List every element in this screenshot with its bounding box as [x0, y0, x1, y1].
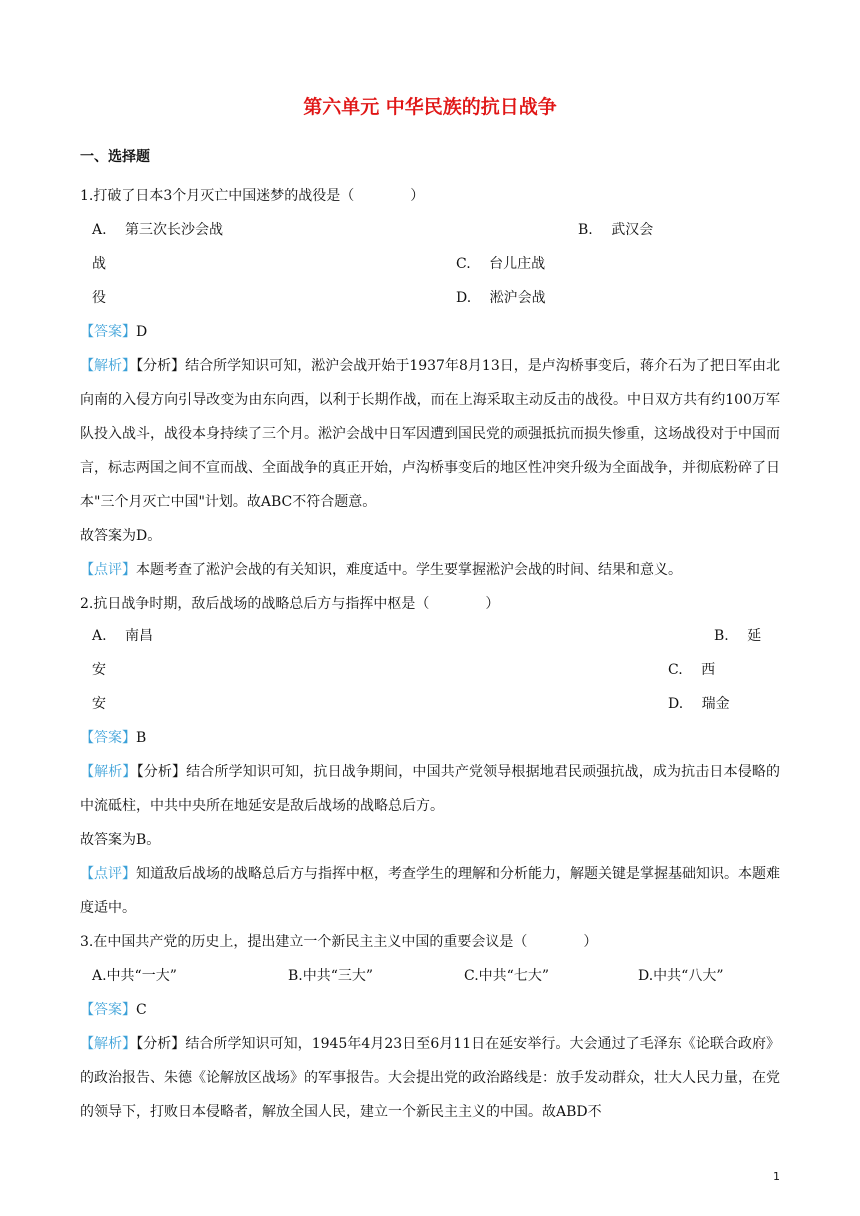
analysis-tag: 【解析】 — [80, 764, 137, 780]
q2-option-c-wrap: 安 — [92, 696, 106, 712]
q2-option-d: D. 瑞金 — [668, 696, 730, 712]
page-title: 第六单元 中华民族的抗日战争 — [303, 96, 557, 118]
q2-stem: 2.抗日战争时期，敌后战场的战略总后方与指挥中枢是（ ） — [80, 596, 500, 612]
answer-tag: 【答案】 — [80, 1002, 136, 1018]
answer-value: B — [136, 730, 147, 746]
q1-conclusion: 故答案为D。 — [80, 528, 162, 544]
q3-option-a: A.中共“一大” — [92, 968, 177, 984]
q1-stem: 1.打破了日本3个月灭亡中国迷梦的战役是（ ） — [80, 188, 425, 204]
q1-option-c-wrap: 役 — [92, 290, 106, 306]
q3-option-b: B.中共“三大” — [288, 968, 374, 984]
analysis-text: 【分析】结合所学知识可知，淞沪会战开始于1937年8月13日，是卢沟桥事变后，蒋介石为了把日军由北向南的入侵方向引导改变为由东向西，以利于长期作战，而在上海采取主动反击的战役。中日双方共有约100万军队投入战斗，战役本身持续了三个月。淞沪会战中日军因遭到国民党的顽强抵抗而损失惨重，这场战役对于中国而言，标志两国之间不宣而战、全面战争的真正开始，卢沟桥事变后的地区性冲突升级为全面战争，并彻底粉碎了日本"三个月灭亡中国"计划。故ABC不符合题意。 — [80, 358, 780, 510]
q3-option-d: D.中共“八大” — [638, 968, 724, 984]
q3-stem: 3.在中国共产党的历史上，提出建立一个新民主主义中国的重要会议是（ ） — [80, 934, 598, 950]
q2-answer — [80, 728, 146, 748]
analysis-text: 【分析】结合所学知识可知，1945年4月23日至6月11日在延安举行。大会通过了毛泽东《论联合政府》的政治报告、朱德《论解放区战场》的军事报告。大会提出党的政治路线是：放手发动群众，壮大人民力量，在党的领导下，打败日本侵略者，解放全国人民，建立一个新民主主义的中国。故ABD不 — [80, 1036, 781, 1120]
q1-comment — [80, 560, 682, 580]
q3-option-c: C.中共“七大” — [464, 968, 549, 984]
analysis-tag: 【解析】 — [80, 358, 137, 374]
comment-text: 知道敌后战场的战略总后方与指挥中枢，考查学生的理解和分析能力，解题关键是掌握基础知识。本题难度适中。 — [80, 866, 780, 916]
comment-tag: 【点评】 — [80, 562, 136, 578]
q1-option-a: A. 第三次长沙会战 — [92, 222, 224, 238]
answer-value: C — [136, 1002, 147, 1018]
q1-answer — [80, 322, 147, 342]
q1-analysis — [80, 349, 780, 519]
q2-option-b-wrap: 安 — [92, 662, 106, 678]
comment-text: 本题考查了淞沪会战的有关知识，难度适中。学生要掌握淞沪会战的时间、结果和意义。 — [136, 562, 682, 578]
q3-answer — [80, 1000, 147, 1020]
q2-analysis — [80, 755, 780, 823]
q3-analysis — [80, 1027, 780, 1129]
analysis-tag: 【解析】 — [80, 1036, 137, 1052]
q1-option-c: C. 台儿庄战 — [456, 256, 546, 272]
q2-option-b: B. 延 — [714, 628, 762, 644]
q2-option-c: C. 西 — [668, 662, 716, 678]
analysis-text: 【分析】结合所学知识可知，抗日战争期间，中国共产党领导根据地君民顽强抗战，成为抗击日本侵略的中流砥柱，中共中央所在地延安是敌后战场的战略总后方。 — [80, 764, 781, 814]
answer-value: D — [136, 324, 148, 340]
q2-conclusion: 故答案为B。 — [80, 832, 161, 848]
answer-tag: 【答案】 — [80, 730, 136, 746]
section-heading: 一、选择题 — [80, 149, 150, 165]
answer-tag: 【答案】 — [80, 324, 136, 340]
comment-tag: 【点评】 — [80, 866, 136, 882]
q1-option-b: B. 武汉会 — [578, 222, 654, 238]
q2-option-a: A. 南昌 — [92, 628, 154, 644]
q1-option-d: D. 淞沪会战 — [456, 290, 546, 306]
page-number: 1 — [773, 1170, 780, 1183]
q2-comment — [80, 857, 780, 925]
q1-option-b-wrap: 战 — [92, 256, 106, 272]
